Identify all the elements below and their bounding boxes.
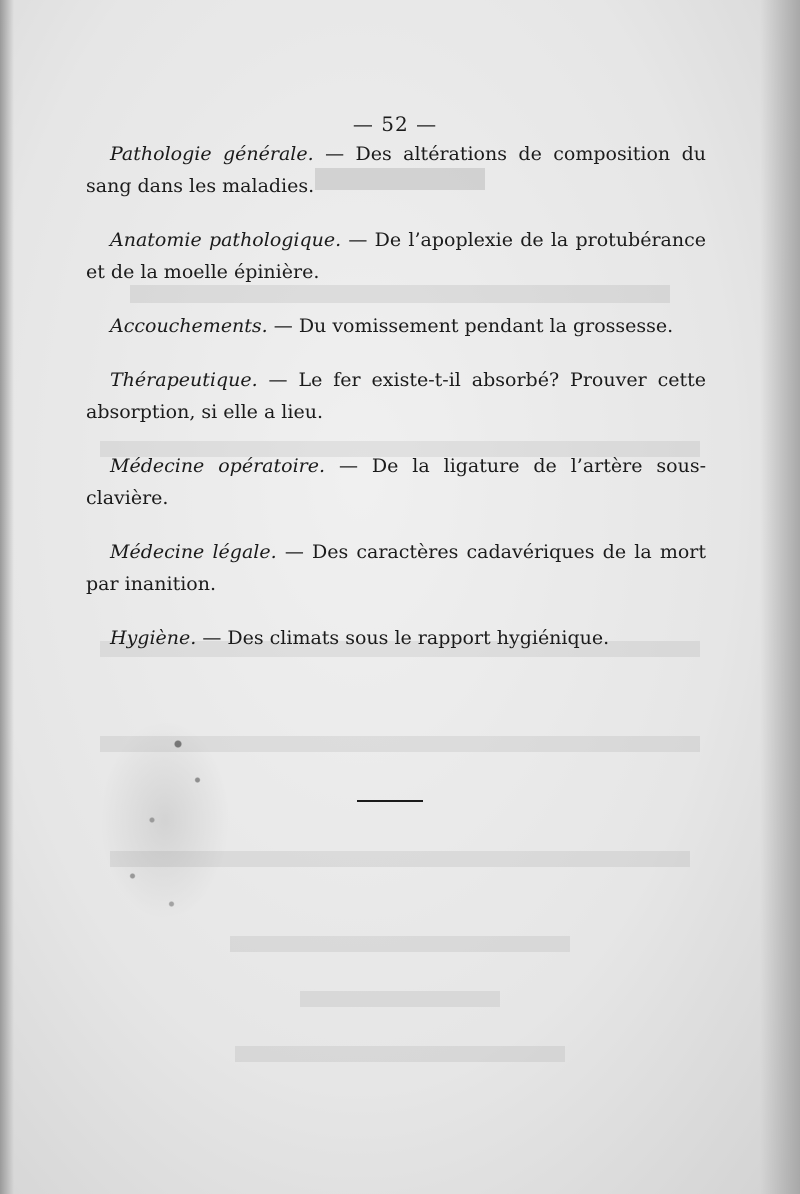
question-text: — De l’apoplexie de la protubérance et de la moelle épinière.	[86, 229, 706, 283]
bleed-through-mark	[0, 990, 800, 1010]
question-entry	[86, 364, 706, 428]
question-list	[86, 138, 706, 676]
question-text: — Des caractères cadavériques de la mort par inanition.	[86, 541, 707, 595]
question-text: — De la ligature de l’artère sous-clavière.	[86, 455, 706, 509]
subject-heading: Anatomie pathologique.	[110, 229, 342, 251]
subject-heading: Pathologie générale.	[110, 143, 314, 165]
bleed-through-mark	[0, 935, 800, 955]
subject-heading: Médecine opératoire.	[110, 455, 326, 477]
subject-heading: Médecine légale.	[110, 541, 277, 563]
closing-rule	[357, 800, 423, 802]
ink-smudge	[100, 720, 230, 920]
question-text: — Des altérations de composition du sang dans les maladies.	[86, 143, 706, 197]
question-entry	[86, 536, 706, 600]
question-text: — Du vomissement pendant la grossesse.	[267, 315, 674, 337]
question-entry	[86, 622, 706, 654]
question-text: — Des climats sous le rapport hygiénique.	[196, 627, 610, 649]
subject-heading: Accouchements.	[110, 315, 268, 337]
question-text: — Le fer existe-t-il absorbé? Prouver cette absorption, si elle a lieu.	[86, 369, 706, 423]
bleed-through-mark	[0, 1045, 800, 1065]
subject-heading: Thérapeutique.	[110, 369, 258, 391]
question-entry	[86, 310, 706, 342]
question-entry	[86, 138, 706, 202]
question-entry	[86, 450, 706, 514]
page-number: — 52 —	[352, 112, 438, 136]
question-entry	[86, 224, 706, 288]
subject-heading: Hygiène.	[110, 627, 197, 649]
